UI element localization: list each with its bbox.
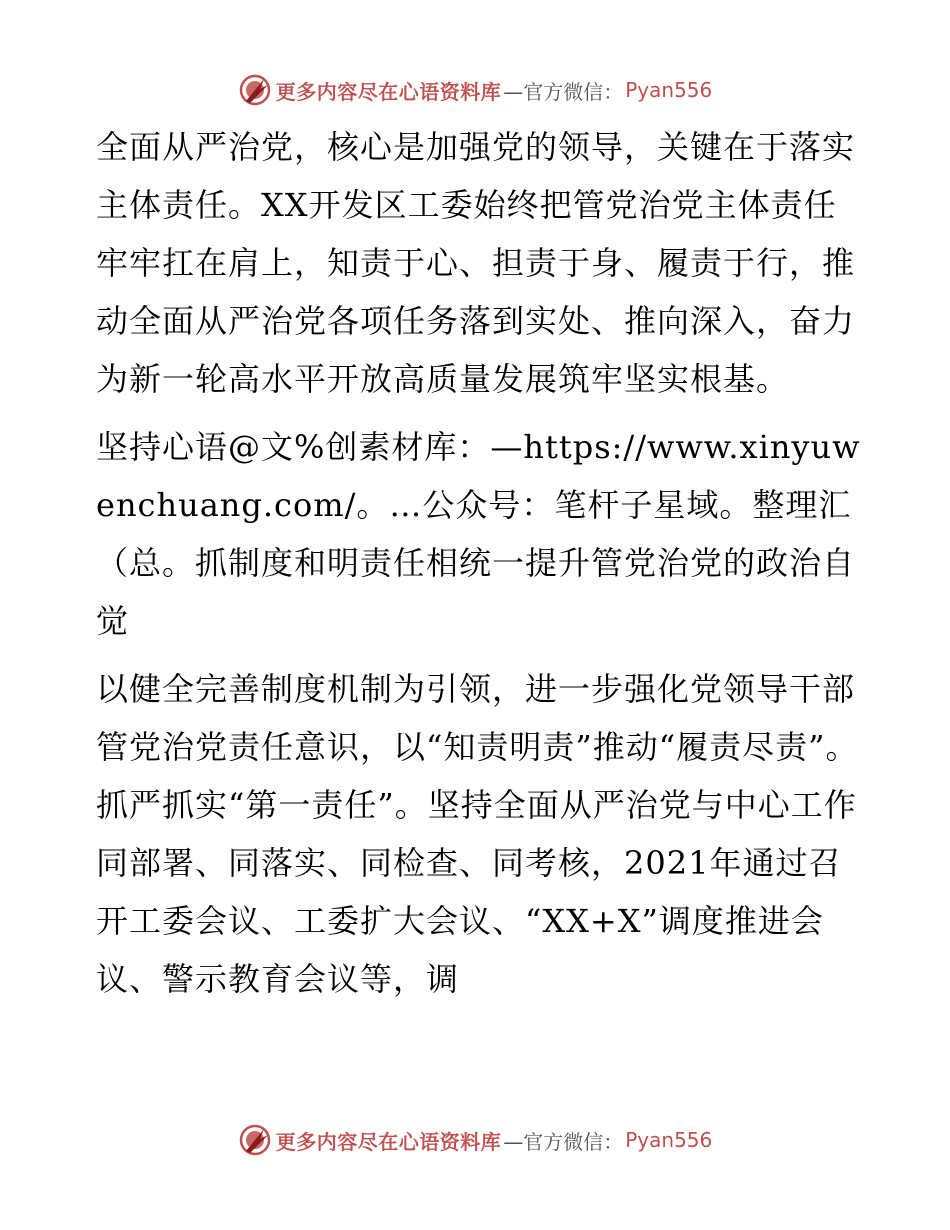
paragraph-2: 坚持心语@文%创素材库：—https://www.xinyuwenchuang.com/。…公众号：笔杆子星域。整理汇（总。抓制度和明责任相统一提升管党治党的政治自觉	[96, 428, 861, 640]
banner-wechat-id: Pyan556	[625, 1128, 713, 1152]
banner-title: 更多内容尽在心语资料库	[275, 79, 502, 104]
feather-pen-logo-icon	[238, 1123, 272, 1157]
banner-separator: —官方微信：	[503, 1129, 624, 1154]
footer-banner	[0, 1120, 950, 1160]
header-banner	[0, 70, 950, 110]
document-body	[96, 118, 866, 1018]
paragraph-1: 全面从严治党，核心是加强党的领导，关键在于落实主体责任。XX开发区工委始终把管党治党主体责任牢牢扛在肩上，知责于心、担责于身、履责于行，推动全面从严治党各项任务落到实处、推向深入，奋力为新一轮高水平开放高质量发展筑牢坚实根基。	[96, 128, 856, 398]
banner-wechat-id: Pyan556	[625, 78, 713, 102]
feather-pen-logo-icon	[238, 73, 272, 107]
banner-title: 更多内容尽在心语资料库	[275, 1129, 502, 1154]
paragraph-3: 以健全完善制度机制为引领，进一步强化党领导干部管党治党责任意识，以“知责明责”推动“履责尽责”。抓严抓实“第一责任”。坚持全面从严治党与中心工作同部署、同落实、同检查、同考核，2021年通过召开工委会议、工委扩大会议、“XX+X”调度推进会议、警示教育会议等，调	[96, 670, 859, 998]
banner-separator: —官方微信：	[503, 79, 624, 104]
